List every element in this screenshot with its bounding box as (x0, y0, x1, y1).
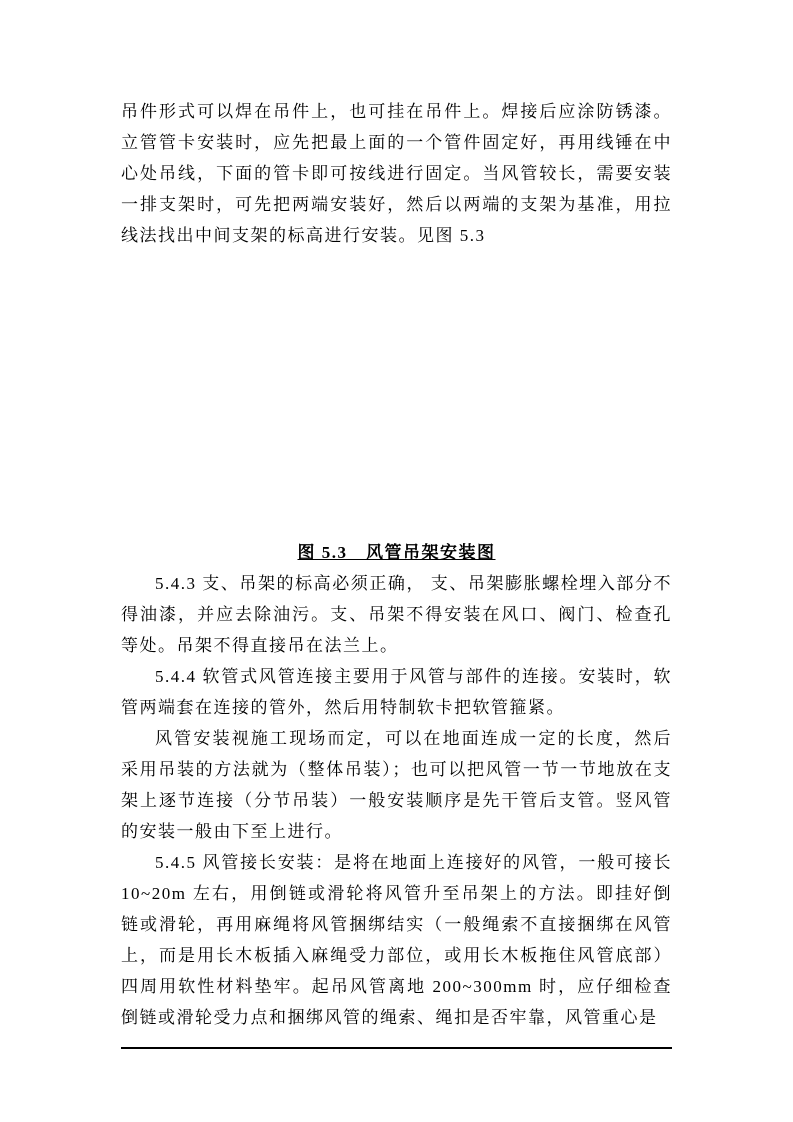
figure-caption (121, 537, 672, 568)
paragraph-section-5-4-3: 5.4.3 支、吊架的标高必须正确， 支、吊架膨胀螺栓埋入部分不得油漆，并应去除油污。支、吊架不得安装在风口、阀门、检查孔等处。吊架不得直接吊在法兰上。 (121, 574, 672, 655)
paragraph-duct-install-method: 风管安装视施工现场而定，可以在地面连成一定的长度，然后采用吊装的方法就为（整体吊装）；也可以把风管一节一节地放在支架上逐节连接（分节吊装）一般安装顺序是先干管后支管。竖风管的安装一般由下至上进行。 (121, 729, 672, 841)
paragraph-section-5-4-4: 5.4.4 软管式风管连接主要用于风管与部件的连接。安装时，软管两端套在连接的管外，然后用特制软卡把软管箍紧。 (121, 667, 672, 717)
figure-5-3-image-area (121, 251, 672, 537)
figure-caption-text: 图 5.3 风管吊架安装图 (297, 543, 496, 562)
paragraph-hanger-installation: 吊件形式可以焊在吊件上，也可挂在吊件上。焊接后应涂防锈漆。立管管卡安装时，应先把最上面的一个管件固定好，再用线锤在中心处吊线，下面的管卡即可按线进行固定。当风管较长，需要安装一排支架时，可先把两端安装好，然后以两端的支架为基准，用拉线法找出中间支架的标高进行安装。见图 5.3 (121, 102, 672, 245)
paragraph-section-5-4-5: 5.4.5 风管接长安装：是将在地面上连接好的风管，一般可接长 10~20m 左右，用倒链或滑轮将风管升至吊架上的方法。即挂好倒链或滑轮，再用麻绳将风管捆绑结实（一般绳索不直接捆绑在风管上，而是用长木板插入麻绳受力部位，或用长木板拖住风管底部）四周用软性材料垫牢。起吊风管离地 200~300mm 时，应仔细检查倒链或滑轮受力点和捆绑风管的绳索、绳扣是否牢靠，风管重心是 (121, 853, 672, 1027)
footer-divider (121, 1047, 672, 1049)
